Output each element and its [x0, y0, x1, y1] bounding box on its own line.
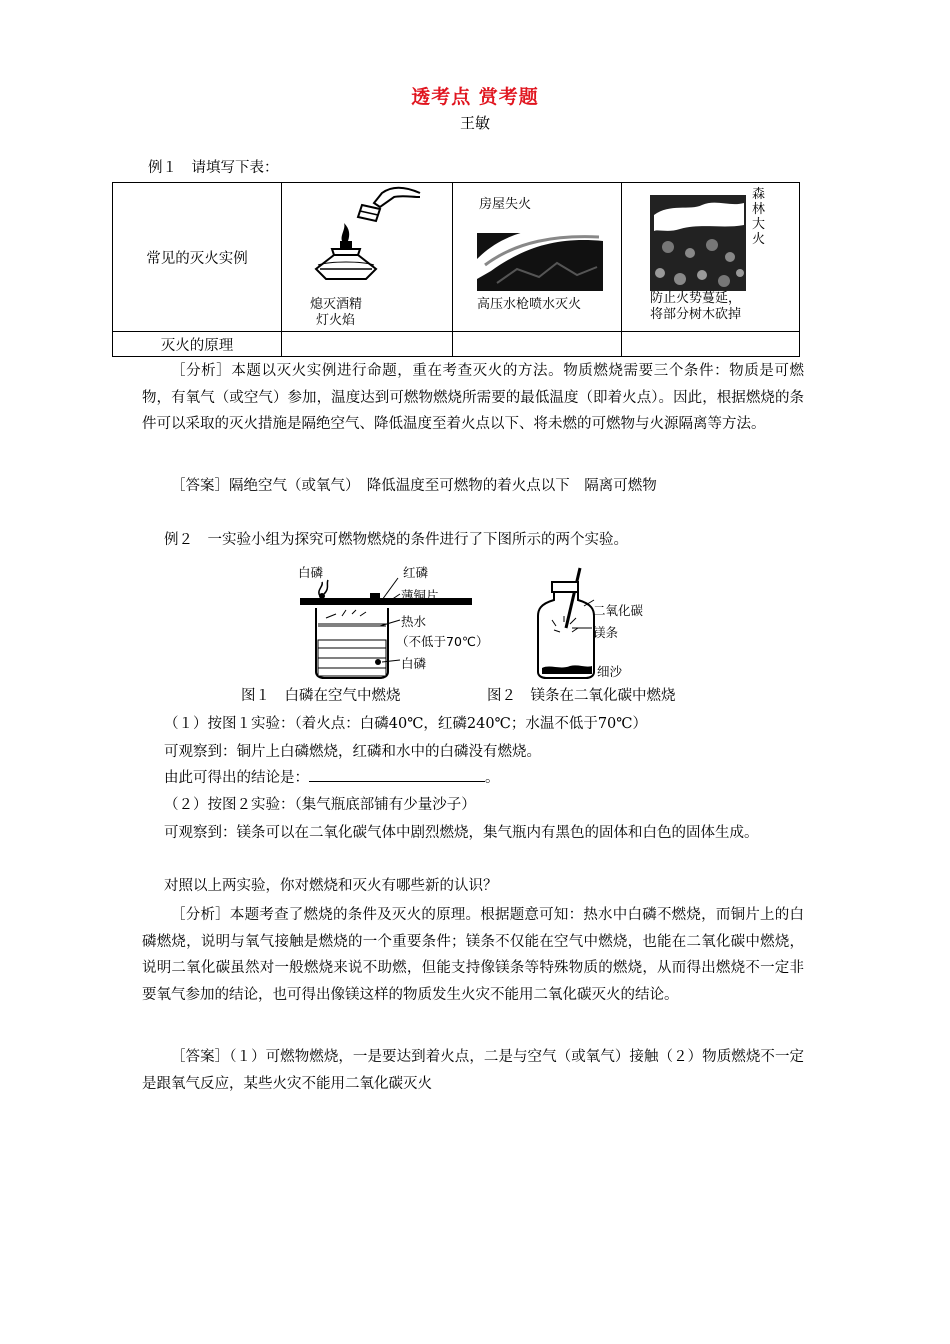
fig1-caption: 图１ 白磷在空气中燃烧: [241, 688, 401, 704]
ex2-q1: （１）按图１实验：（着火点：白磷40℃，红磷240℃；水温不低于70℃）: [164, 716, 647, 732]
ex2-q2: （２）按图２实验：（集气瓶底部铺有少量沙子）: [164, 797, 476, 813]
ex2-prompt: 例２ 一实验小组为探究可燃物燃烧的条件进行了下图所示的两个实验。: [164, 532, 628, 548]
conclusion-end: 。: [485, 770, 500, 786]
row1-label: 常见的灭火实例: [113, 183, 282, 332]
img1-caption-line2: 灯火焰: [316, 313, 356, 328]
ex1-table: [112, 182, 800, 357]
page-title: 透考点 赏考题: [411, 86, 539, 108]
fig2-label-sand: 细沙: [597, 664, 623, 679]
ex2-question: 对照以上两实验，你对燃烧和灭火有哪些新的认识？: [164, 878, 498, 894]
ex1-answer: ［答案］隔绝空气（或氧气） 降低温度至可燃物的着火点以下 隔离可燃物: [171, 478, 657, 494]
ex2-analysis: ［分析］本题考查了燃烧的条件及灭火的原理。根据题意可知：热水中白磷不燃烧，而铜片上的白磷燃烧，说明与氧气接触是燃烧的一个重要条件；镁条不仅能在空气中燃烧，也能在二氧化碳中燃烧，说明二氧化碳虽然对一般燃烧来说不助燃，但能支持像镁条等特殊物质的燃烧，从而得出燃烧不一定非要氧气参加的结论，也可得出像镁这样的物质发生火灾不能用二氧化碳灭火的结论。: [142, 907, 804, 1003]
example-alcohol-lamp: [282, 183, 453, 332]
alcohol-lamp-illustration: [302, 183, 442, 295]
img3-side-label: 森林大火: [752, 187, 766, 247]
ex2-answer: ［答案］（１）可燃物燃烧，一是要达到着火点，二是与空气（或氧气）接触（２）物质燃烧不一定是跟氧气反应，某些火灾不能用二氧化碳灭火: [142, 1049, 804, 1092]
row2-label: 灭火的原理: [113, 332, 282, 357]
conclusion-blank[interactable]: [309, 767, 485, 782]
fig1-label-red-p: 红磷: [403, 565, 429, 580]
example-forest-fire: [622, 183, 800, 332]
ex2-conclusion: [164, 766, 500, 787]
img1-caption-line1: 熄灭酒精: [310, 297, 363, 312]
fig1-label-temp: （不低于70℃）: [396, 634, 489, 649]
img2-top-label: 房屋失火: [479, 197, 532, 212]
author: 王敏: [459, 114, 490, 132]
answer-cell-1[interactable]: [282, 332, 453, 357]
fig1-label-white-p-bottom: 白磷: [401, 656, 427, 671]
forest-fire-illustration: [650, 195, 746, 291]
answer-cell-2[interactable]: [453, 332, 622, 357]
example-house-fire: [453, 183, 622, 332]
ex2-obs1: 可观察到：铜片上白磷燃烧，红磷和水中的白磷没有燃烧。: [164, 744, 541, 760]
img3-caption-line1: 防止火势蔓延，: [650, 291, 742, 306]
house-fire-illustration: [477, 219, 603, 291]
fig1-label-hot-water: 热水: [401, 614, 427, 629]
ex1-prompt: 例１ 请填写下表：: [148, 160, 279, 176]
fig1-label-white-p-top: 白磷: [298, 565, 324, 580]
answer-cell-3[interactable]: [622, 332, 800, 357]
ex2-obs2: 可观察到：镁条可以在二氧化碳气体中剧烈燃烧，集气瓶内有黑色的固体和白色的固体生成。: [164, 825, 759, 841]
fig2-label-co2: 二氧化碳: [593, 603, 644, 618]
conclusion-label: 由此可得出的结论是：: [164, 770, 309, 786]
fig1-label-copper: 薄铜片: [401, 588, 439, 603]
img3-caption-line2: 将部分树木砍掉: [650, 307, 742, 322]
ex1-analysis: ［分析］本题以灭火实例进行命题，重在考查灭火的方法。物质燃烧需要三个条件：物质是可燃物，有氧气（或空气）参加，温度达到可燃物燃烧所需要的最低温度（即着火点）。因此，根据燃烧的条件可以采取的灭火措施是隔绝空气、降低温度至着火点以下、将未燃的可燃物与火源隔离等方法。: [142, 363, 804, 432]
fig2-caption: 图２ 镁条在二氧化碳中燃烧: [487, 688, 676, 704]
img2-caption: 高压水枪喷水灭火: [477, 297, 582, 312]
fig2-label-mg: 镁条: [593, 625, 619, 640]
